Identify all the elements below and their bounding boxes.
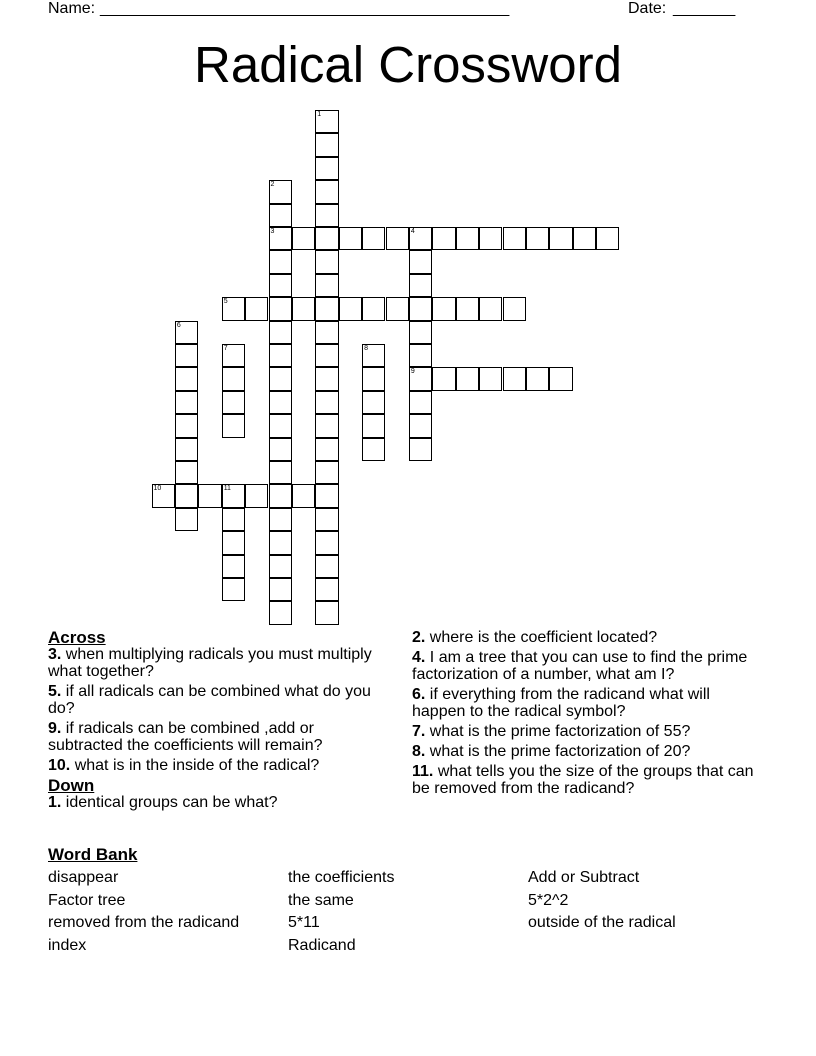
crossword-cell[interactable] xyxy=(479,227,502,250)
crossword-cell[interactable] xyxy=(269,555,292,578)
crossword-cell[interactable] xyxy=(409,391,432,414)
crossword-cell[interactable] xyxy=(386,227,409,250)
crossword-cell[interactable] xyxy=(409,414,432,437)
crossword-cell[interactable] xyxy=(269,227,292,250)
clue-number: 1 xyxy=(317,111,322,118)
clue-number: 4 xyxy=(410,228,415,235)
crossword-cell[interactable] xyxy=(269,180,292,203)
clue-number: 2 xyxy=(270,181,275,189)
crossword-cell[interactable] xyxy=(222,344,245,367)
word-bank-item: Radicand xyxy=(288,937,356,955)
crossword-cell[interactable] xyxy=(526,227,549,250)
crossword-cell[interactable] xyxy=(315,274,338,297)
crossword-cell[interactable] xyxy=(315,601,338,624)
crossword-cell[interactable] xyxy=(315,110,338,133)
crossword-cell[interactable] xyxy=(456,297,479,320)
crossword-cell[interactable] xyxy=(362,414,385,437)
word-bank-item: Factor tree xyxy=(48,891,126,909)
crossword-cell[interactable] xyxy=(269,204,292,227)
crossword-cell[interactable] xyxy=(222,555,245,578)
crossword-cell[interactable] xyxy=(409,297,432,320)
date-label: Date: xyxy=(628,0,667,17)
word-bank-item: outside of the radical xyxy=(528,914,676,932)
crossword-cell[interactable] xyxy=(175,321,198,344)
clue-number-label: 9. xyxy=(48,720,62,737)
crossword-cell[interactable] xyxy=(315,531,338,554)
clue-number: 10 xyxy=(153,485,162,493)
crossword-cell[interactable] xyxy=(222,578,245,601)
page-title: Radical Crossword xyxy=(194,36,622,93)
crossword-cell[interactable] xyxy=(175,508,198,531)
crossword-cell[interactable] xyxy=(432,227,455,250)
clue-number-label: 7. xyxy=(412,723,426,740)
crossword-cell[interactable] xyxy=(269,274,292,297)
crossword-cell[interactable] xyxy=(315,180,338,203)
clue-number: 8 xyxy=(364,345,368,352)
crossword-cell[interactable] xyxy=(315,157,338,180)
word-bank-item: disappear xyxy=(48,869,119,886)
word-bank-heading: Word Bank xyxy=(48,845,138,864)
crossword-cell[interactable] xyxy=(503,227,526,250)
clue-text: I am a tree that you can use to find the prime factorization of a number, what am I? xyxy=(412,649,748,683)
crossword-cell[interactable] xyxy=(315,578,338,601)
clue-text: what is the prime factorization of 55? xyxy=(429,723,691,740)
clues-left-column xyxy=(48,629,388,814)
crossword-cell[interactable] xyxy=(409,438,432,461)
crossword-cell[interactable] xyxy=(409,250,432,273)
crossword-cell[interactable] xyxy=(222,484,245,507)
clue-item xyxy=(48,646,388,680)
crossword-cell[interactable] xyxy=(479,297,502,320)
clue-item xyxy=(412,629,762,646)
crossword-cell[interactable] xyxy=(315,367,338,390)
word-bank-item: the coefficients xyxy=(288,869,395,886)
crossword-cell[interactable] xyxy=(269,297,292,320)
crossword-cell[interactable] xyxy=(315,555,338,578)
crossword-cell[interactable] xyxy=(315,438,338,461)
clue-item xyxy=(48,683,388,717)
clue-item xyxy=(48,757,388,774)
crossword-cell[interactable] xyxy=(175,344,198,367)
crossword-cell[interactable] xyxy=(409,274,432,297)
clue-text: identical groups can be what? xyxy=(65,794,278,811)
crossword-cell[interactable] xyxy=(269,578,292,601)
across-heading: Across xyxy=(48,628,106,647)
name-label: Name: xyxy=(48,0,96,17)
crossword-cell[interactable] xyxy=(503,297,526,320)
down-clue-list-left xyxy=(48,794,388,811)
clue-text: what is the prime factorization of 20? xyxy=(429,743,691,760)
crossword-cell[interactable] xyxy=(315,508,338,531)
crossword-cell[interactable] xyxy=(549,227,572,250)
crossword-cell[interactable] xyxy=(362,391,385,414)
clue-number-label: 6. xyxy=(412,686,426,703)
crossword-cell[interactable] xyxy=(269,461,292,484)
name-line: ______________________________________________ xyxy=(100,0,510,17)
word-bank-item: the same xyxy=(288,891,354,909)
crossword-cell[interactable] xyxy=(315,250,338,273)
crossword-cell[interactable] xyxy=(409,227,432,250)
crossword-cell[interactable] xyxy=(269,601,292,624)
clue-text: where is the coefficient located? xyxy=(429,629,658,646)
clue-number-label: 10. xyxy=(48,757,71,774)
down-clue-list-right xyxy=(412,629,762,797)
crossword-cell[interactable] xyxy=(362,297,385,320)
clue-number-label: 2. xyxy=(412,629,426,646)
clue-number: 5 xyxy=(223,298,228,306)
crossword-cell[interactable] xyxy=(269,250,292,273)
crossword-cell[interactable] xyxy=(362,227,385,250)
clue-item xyxy=(412,763,762,797)
crossword-cell[interactable] xyxy=(269,344,292,367)
crossword-cell[interactable] xyxy=(315,227,338,250)
crossword-cell[interactable] xyxy=(269,391,292,414)
clue-item xyxy=(412,686,762,720)
clues-right-column xyxy=(412,629,762,800)
word-bank-item: removed from the radicand xyxy=(48,914,240,932)
across-clue-list xyxy=(48,646,388,774)
clue-number: 3 xyxy=(270,228,275,235)
crossword-cell[interactable] xyxy=(292,484,315,507)
crossword-cell[interactable] xyxy=(175,367,198,390)
crossword-cell[interactable] xyxy=(315,344,338,367)
clue-text: if all radicals can be combined what do you do? xyxy=(48,683,371,717)
clue-number-label: 1. xyxy=(48,794,62,811)
crossword-cell[interactable] xyxy=(315,133,338,156)
crossword-cell[interactable] xyxy=(432,367,455,390)
crossword-cell[interactable] xyxy=(339,227,362,250)
crossword-cell[interactable] xyxy=(456,227,479,250)
clue-item xyxy=(412,743,762,760)
crossword-cell[interactable] xyxy=(362,438,385,461)
crossword-cell[interactable] xyxy=(315,204,338,227)
crossword-cell[interactable] xyxy=(222,367,245,390)
clue-number-label: 11. xyxy=(412,763,434,780)
crossword-cell[interactable] xyxy=(198,484,221,507)
crossword-cell[interactable] xyxy=(245,484,268,507)
crossword-cell[interactable] xyxy=(479,367,502,390)
crossword-cell[interactable] xyxy=(315,297,338,320)
crossword-cell[interactable] xyxy=(339,297,362,320)
clue-text: what tells you the size of the groups that can be removed from the radicand? xyxy=(412,763,754,797)
crossword-cell[interactable] xyxy=(222,508,245,531)
clue-number: 7 xyxy=(223,345,228,352)
crossword-cell[interactable] xyxy=(432,297,455,320)
crossword-cell[interactable] xyxy=(596,227,619,250)
crossword-cell[interactable] xyxy=(292,297,315,320)
crossword-cell[interactable] xyxy=(315,391,338,414)
crossword-cell[interactable] xyxy=(386,297,409,320)
crossword-cell[interactable] xyxy=(175,414,198,437)
clue-item xyxy=(48,794,388,811)
word-bank-item: 5*11 xyxy=(288,914,320,932)
crossword-cell[interactable] xyxy=(175,391,198,414)
crossword-cell[interactable] xyxy=(526,367,549,390)
crossword-cell[interactable] xyxy=(269,414,292,437)
clue-number-label: 5. xyxy=(48,683,62,700)
crossword-cell[interactable] xyxy=(315,321,338,344)
crossword-cell[interactable] xyxy=(362,344,385,367)
crossword-cell[interactable] xyxy=(456,367,479,390)
clue-item xyxy=(412,723,762,740)
crossword-cell[interactable] xyxy=(175,461,198,484)
clue-number-label: 3. xyxy=(48,646,62,663)
crossword-cell[interactable] xyxy=(269,367,292,390)
clue-text: when multiplying radicals you must multiply what together? xyxy=(48,646,372,680)
clue-number: 9 xyxy=(410,368,415,376)
crossword-cell[interactable] xyxy=(269,484,292,507)
clue-text: if everything from the radicand what will happen to the radical symbol? xyxy=(412,686,710,720)
clue-number: 6 xyxy=(176,321,181,329)
crossword-cell[interactable] xyxy=(409,344,432,367)
clue-text: if radicals can be combined ,add or subtracted the coefficients will remain? xyxy=(48,720,323,754)
crossword-cell[interactable] xyxy=(152,484,175,507)
clue-item xyxy=(48,720,388,754)
crossword-cell[interactable] xyxy=(269,508,292,531)
crossword-cell[interactable] xyxy=(222,391,245,414)
crossword-cell[interactable] xyxy=(362,367,385,390)
crossword-cell[interactable] xyxy=(503,367,526,390)
crossword-cell[interactable] xyxy=(409,321,432,344)
date-line: _______ xyxy=(673,0,736,17)
clue-number: 11 xyxy=(223,485,231,493)
crossword-cell[interactable] xyxy=(573,227,596,250)
crossword-cell[interactable] xyxy=(222,531,245,554)
crossword-cell[interactable] xyxy=(292,227,315,250)
crossword-cell[interactable] xyxy=(222,414,245,437)
crossword-cell[interactable] xyxy=(409,367,432,390)
word-bank-item: Add or Subtract xyxy=(528,869,640,886)
word-bank-item: 5*2^2 xyxy=(528,891,569,909)
clue-number-label: 8. xyxy=(412,743,426,760)
clue-text: what is in the inside of the radical? xyxy=(74,757,320,774)
crossword-cell[interactable] xyxy=(549,367,572,390)
crossword-cell[interactable] xyxy=(175,438,198,461)
clue-number-label: 4. xyxy=(412,649,426,666)
crossword-cell[interactable] xyxy=(245,297,268,320)
down-heading: Down xyxy=(48,776,95,795)
crossword-cell[interactable] xyxy=(315,461,338,484)
clue-item xyxy=(412,649,762,683)
crossword-cell[interactable] xyxy=(315,484,338,507)
word-bank-item: index xyxy=(48,937,87,955)
crossword-cell[interactable] xyxy=(269,321,292,344)
crossword-cell[interactable] xyxy=(222,297,245,320)
crossword-cell[interactable] xyxy=(175,484,198,507)
crossword-cell[interactable] xyxy=(315,414,338,437)
crossword-cell[interactable] xyxy=(269,531,292,554)
crossword-cell[interactable] xyxy=(269,438,292,461)
